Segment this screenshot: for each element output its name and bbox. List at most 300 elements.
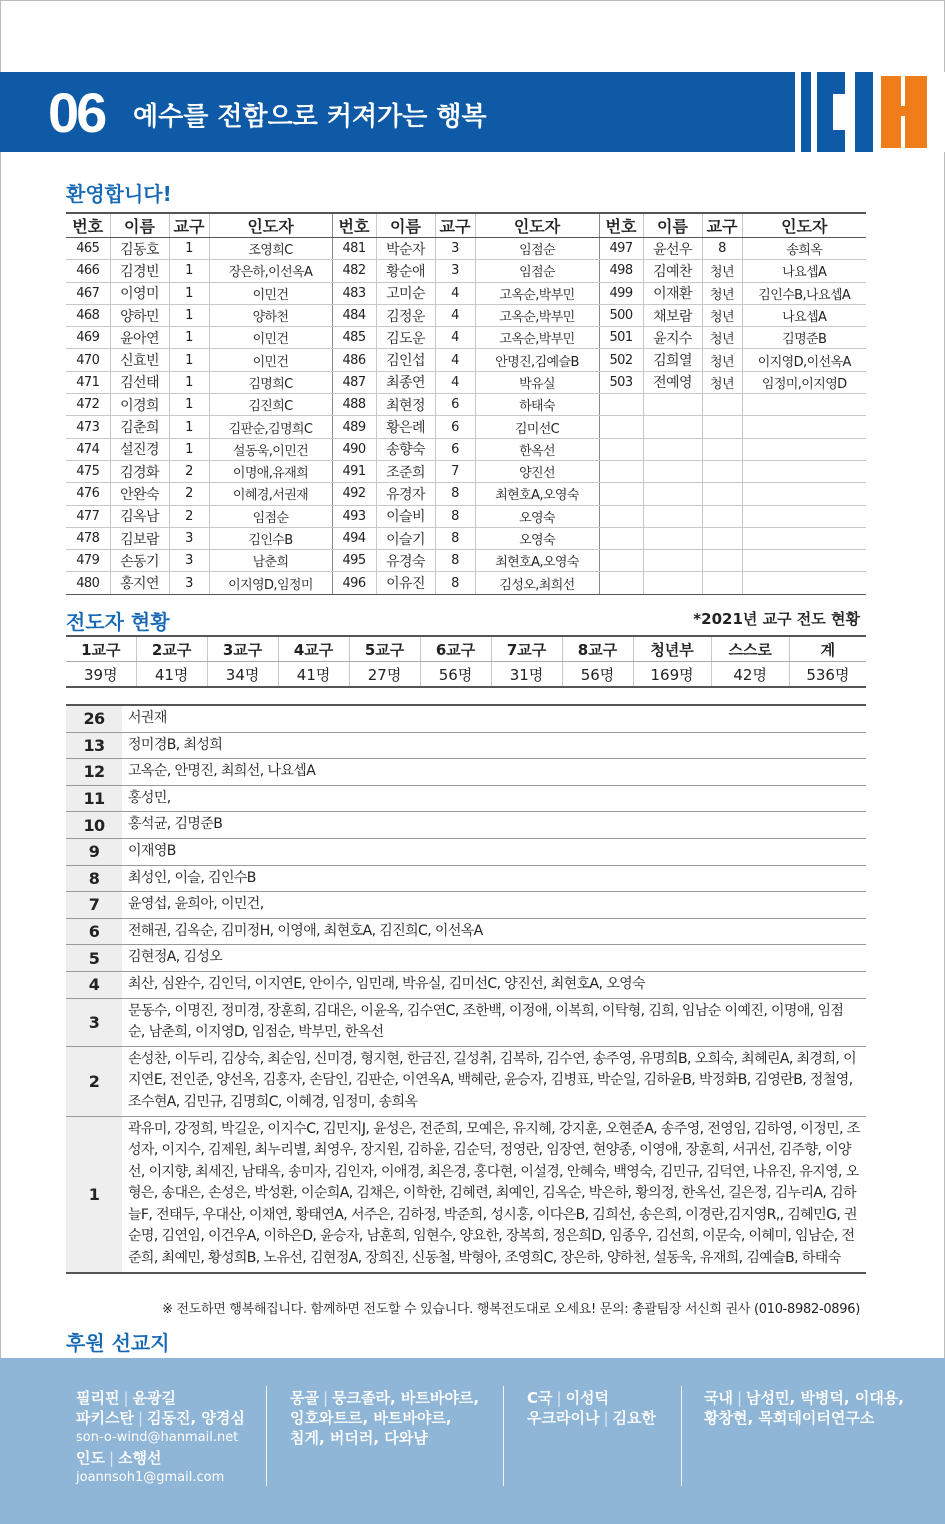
evangelism-count: 8 — [66, 865, 122, 892]
newcomer-name: 이재환 — [643, 282, 702, 304]
entry-number: 470 — [66, 349, 110, 371]
district-header: 청년부 — [633, 636, 711, 662]
column-header: 인도자 — [742, 213, 866, 238]
evangelist-names: 이재영B — [122, 838, 866, 865]
newcomer-name: 김옥남 — [110, 505, 169, 527]
table-row — [66, 438, 866, 460]
entry-number: 473 — [66, 416, 110, 438]
newcomer-name: 고미순 — [376, 282, 435, 304]
country-label: 우크라이나 — [527, 1409, 600, 1427]
newcomer-name: 김동호 — [110, 238, 169, 260]
newcomer-name: 김인섭 — [376, 349, 435, 371]
missionary-names: 침게, 버더러, 다와냠 — [290, 1429, 428, 1447]
evangelism-count: 1 — [66, 1116, 122, 1273]
column-header: 교구 — [702, 213, 742, 238]
table-row — [66, 945, 866, 972]
newcomer-name: 이슬기 — [376, 527, 435, 549]
district: 1 — [169, 282, 209, 304]
guide-names — [742, 460, 866, 482]
mission-column-2: 몽골 | 뭉크졸라, 바트바야르, 잉호와트르, 바트바야르, 침게, 버더러, 다와냠 — [290, 1389, 480, 1447]
column-header: 교구 — [435, 213, 475, 238]
newcomer-name: 김경화 — [110, 460, 169, 482]
district: 3 — [435, 238, 475, 260]
evangelism-count: 12 — [66, 759, 122, 786]
evangelist-names: 김현정A, 김성오 — [122, 945, 866, 972]
evangelist-names: 서권재 — [122, 705, 866, 732]
district: 1 — [169, 416, 209, 438]
district: 8 — [702, 238, 742, 260]
section-title: 예수를 전함으로 커져가는 행복 — [133, 102, 487, 132]
guide-names: 고옥순,박부민 — [475, 282, 599, 304]
missionary-names: 뭉크졸라, 바트바야르, — [332, 1389, 480, 1407]
newcomer-name: 송향숙 — [376, 438, 435, 460]
header-band — [0, 72, 945, 152]
district-count: 42명 — [711, 662, 789, 688]
evangelist-names: 최성인, 이슬, 김인수B — [122, 865, 866, 892]
section-number: 06 — [48, 81, 105, 144]
district-stats-table — [66, 635, 866, 688]
district — [702, 438, 742, 460]
entry-number: 477 — [66, 505, 110, 527]
district: 6 — [435, 394, 475, 416]
district: 4 — [435, 349, 475, 371]
table-row — [66, 732, 866, 759]
column-divider — [681, 1386, 682, 1486]
newcomer-name: 황은례 — [376, 416, 435, 438]
evangelism-count: 9 — [66, 838, 122, 865]
entry-number — [599, 572, 643, 594]
district-count: 41명 — [136, 662, 207, 688]
missionary-names: 김동진, 양경심 — [147, 1409, 245, 1427]
district: 8 — [435, 572, 475, 594]
mission-column-4: 국내 | 남성민, 박병덕, 이대용, 황창현, 목회데이터연구소 — [704, 1389, 904, 1427]
district-header: 8교구 — [562, 636, 633, 662]
table-row — [66, 971, 866, 998]
evangelist-ranking-table — [66, 704, 866, 1274]
entry-number: 474 — [66, 438, 110, 460]
newcomer-name: 김선태 — [110, 371, 169, 393]
district-count: 34명 — [207, 662, 278, 688]
district-header: 6교구 — [420, 636, 491, 662]
district: 1 — [169, 238, 209, 260]
guide-names: 김명희C — [209, 371, 332, 393]
missionary-names: 이성덕 — [565, 1389, 610, 1407]
column-header: 이름 — [643, 213, 702, 238]
district-header: 스스로 — [711, 636, 789, 662]
newcomer-name: 홍지연 — [110, 572, 169, 594]
district: 2 — [169, 460, 209, 482]
district: 3 — [169, 527, 209, 549]
entry-number — [599, 505, 643, 527]
newcomer-name: 안완숙 — [110, 483, 169, 505]
guide-names: 이민건 — [209, 282, 332, 304]
newcomer-name: 김희열 — [643, 349, 702, 371]
guide-names: 임점순 — [475, 260, 599, 282]
country-label: 국내 — [704, 1389, 733, 1407]
district-count: 27명 — [349, 662, 420, 688]
guide-names: 양진선 — [475, 460, 599, 482]
district: 1 — [169, 304, 209, 326]
district: 1 — [169, 327, 209, 349]
table-row — [66, 785, 866, 812]
table-row — [66, 260, 866, 282]
table-row — [66, 505, 866, 527]
newcomer-name: 김보람 — [110, 527, 169, 549]
guide-names: 김인수B,나요셉A — [742, 282, 866, 304]
entry-number: 485 — [332, 327, 376, 349]
entry-number: 484 — [332, 304, 376, 326]
evangelism-count: 26 — [66, 705, 122, 732]
district: 2 — [169, 483, 209, 505]
entry-number: 472 — [66, 394, 110, 416]
table-row — [66, 327, 866, 349]
district: 4 — [435, 282, 475, 304]
district — [702, 527, 742, 549]
newcomer-name — [643, 527, 702, 549]
guide-names: 최현호A,오영숙 — [475, 550, 599, 572]
table-row — [66, 527, 866, 549]
table-row — [66, 705, 866, 732]
guide-names: 설동욱,이민건 — [209, 438, 332, 460]
table-row — [66, 550, 866, 572]
district: 1 — [169, 349, 209, 371]
newcomer-name: 신효빈 — [110, 349, 169, 371]
district: 6 — [435, 438, 475, 460]
table-row — [66, 394, 866, 416]
mission-column-1: 필리핀 | 윤광길 파키스탄 | 김동진, 양경심 son-o-wind@hanmail.net 인도 | 소행선 joannsoh1@gmail.com — [76, 1388, 245, 1488]
entry-number: 493 — [332, 505, 376, 527]
evangelist-names: 홍성민, — [122, 785, 866, 812]
table-row — [66, 483, 866, 505]
guide-names: 이지영D,임정미 — [209, 572, 332, 594]
guide-names — [742, 438, 866, 460]
column-divider — [266, 1386, 267, 1486]
church-logo — [795, 72, 945, 152]
guide-names: 이민건 — [209, 327, 332, 349]
newcomer-name — [643, 394, 702, 416]
district: 8 — [435, 550, 475, 572]
guide-names: 안명진,김예슬B — [475, 349, 599, 371]
district: 청년 — [702, 371, 742, 393]
missionary-names: 황창현, 목회데이터연구소 — [704, 1409, 875, 1427]
newcomer-name: 최현정 — [376, 394, 435, 416]
newcomer-name: 최종연 — [376, 371, 435, 393]
evangelist-names: 고옥순, 안명진, 최희선, 나요셉A — [122, 759, 866, 786]
newcomer-name: 이슬비 — [376, 505, 435, 527]
guide-names: 장은하,이선옥A — [209, 260, 332, 282]
newcomer-name: 조준희 — [376, 460, 435, 482]
evangelist-names: 최산, 심완수, 김인덕, 이지연E, 안이수, 임민래, 박유실, 김미선C, 양진선, 최현호A, 오영숙 — [122, 971, 866, 998]
email-address: joannsoh1@gmail.com — [76, 1470, 225, 1485]
district — [702, 572, 742, 594]
column-header: 교구 — [169, 213, 209, 238]
newcomer-name: 전예영 — [643, 371, 702, 393]
evangelist-names: 정미경B, 최성희 — [122, 732, 866, 759]
table-row — [66, 416, 866, 438]
district — [702, 460, 742, 482]
district-count: 169명 — [633, 662, 711, 688]
entry-number — [599, 460, 643, 482]
district: 2 — [169, 505, 209, 527]
newcomer-name: 이유진 — [376, 572, 435, 594]
entry-number: 500 — [599, 304, 643, 326]
district — [702, 416, 742, 438]
entry-number: 468 — [66, 304, 110, 326]
guide-names: 이지영D,이선옥A — [742, 349, 866, 371]
evangelist-names: 문동수, 이명진, 정미경, 장훈희, 김대은, 이윤옥, 김수연C, 조한백, 이정애, 이복희, 이탁형, 김희, 임남순 이예진, 이명애, 임점순, 남춘희, 이지영D, 임점순, 박부민, 한옥선 — [122, 998, 866, 1046]
district: 청년 — [702, 282, 742, 304]
entry-number: 497 — [599, 238, 643, 260]
district: 1 — [169, 438, 209, 460]
entry-number: 488 — [332, 394, 376, 416]
newcomer-name: 설진경 — [110, 438, 169, 460]
newcomer-name — [643, 438, 702, 460]
column-header: 번호 — [332, 213, 376, 238]
evangelism-count: 6 — [66, 918, 122, 945]
missionary-names: 김요한 — [612, 1409, 656, 1427]
entry-number: 478 — [66, 527, 110, 549]
district-header: 2교구 — [136, 636, 207, 662]
column-header: 번호 — [66, 213, 110, 238]
column-divider — [503, 1386, 504, 1486]
district-count: 56명 — [420, 662, 491, 688]
column-header: 이름 — [110, 213, 169, 238]
guide-names: 김성오,최희선 — [475, 572, 599, 594]
district-count: 39명 — [66, 662, 136, 688]
entry-number: 499 — [599, 282, 643, 304]
district: 3 — [169, 550, 209, 572]
table-row — [66, 918, 866, 945]
guide-names — [742, 550, 866, 572]
newcomer-name — [643, 572, 702, 594]
entry-number: 494 — [332, 527, 376, 549]
newcomer-name: 김예찬 — [643, 260, 702, 282]
country-label: 필리핀 — [76, 1389, 120, 1407]
newcomer-name: 이경희 — [110, 394, 169, 416]
entry-number: 487 — [332, 371, 376, 393]
guide-names: 고옥순,박부민 — [475, 304, 599, 326]
entry-number: 498 — [599, 260, 643, 282]
table-row — [66, 812, 866, 839]
newcomer-name — [643, 550, 702, 572]
welcome-heading: 환영합니다! — [66, 182, 172, 206]
district: 4 — [435, 304, 475, 326]
table-row — [66, 838, 866, 865]
newcomer-name: 황순애 — [376, 260, 435, 282]
district — [702, 550, 742, 572]
evangelism-count: 2 — [66, 1046, 122, 1116]
evangelism-count: 4 — [66, 971, 122, 998]
entry-number: 502 — [599, 349, 643, 371]
district: 4 — [435, 371, 475, 393]
evangelist-names: 홍석균, 김명준B — [122, 812, 866, 839]
district-count: 41명 — [278, 662, 349, 688]
entry-number: 486 — [332, 349, 376, 371]
newcomer-name — [643, 460, 702, 482]
newcomer-name: 윤선우 — [643, 238, 702, 260]
guide-names — [742, 483, 866, 505]
country-label: 파키스탄 — [76, 1409, 134, 1427]
guide-names: 고옥순,박부민 — [475, 327, 599, 349]
district: 1 — [169, 394, 209, 416]
mission-column-3: C국 | 이성덕 우크라이나 | 김요한 — [527, 1389, 656, 1427]
stats-header-row — [66, 636, 866, 662]
guide-names: 이민건 — [209, 349, 332, 371]
guide-names — [742, 505, 866, 527]
district-header: 5교구 — [349, 636, 420, 662]
entry-number — [599, 394, 643, 416]
district-header: 7교구 — [491, 636, 562, 662]
district — [702, 394, 742, 416]
entry-number — [599, 483, 643, 505]
evangelist-names: 전해권, 김옥순, 김미정H, 이영애, 최현호A, 김진희C, 이선옥A — [122, 918, 866, 945]
guide-names: 김판순,김명희C — [209, 416, 332, 438]
entry-number: 466 — [66, 260, 110, 282]
entry-number: 501 — [599, 327, 643, 349]
country-label: C국 — [527, 1389, 553, 1407]
evangelist-names: 손성찬, 이두리, 김상숙, 최순임, 신미경, 형지현, 한금진, 길성취, 김복하, 김수연, 송주영, 유명희B, 오희숙, 최혜린A, 최경희, 이지연E, 전인준, 양선옥, 김홍자, 손담인, 김판순, 이연옥A, 백혜란, 윤승자, 김병표, 박순일, 김하윤B, 박정화B, 김영란B, 정철영, 조수현A, 김민규, 김명희C, 이혜경, 임정미, 송희옥 — [122, 1046, 866, 1116]
entry-number: 480 — [66, 572, 110, 594]
guide-names: 김진희C — [209, 394, 332, 416]
district: 청년 — [702, 349, 742, 371]
evangelist-names: 윤영섭, 윤희아, 이민건, — [122, 892, 866, 919]
entry-number: 495 — [332, 550, 376, 572]
newcomer-name: 유경숙 — [376, 550, 435, 572]
newcomer-name: 손동기 — [110, 550, 169, 572]
newcomer-name: 윤지수 — [643, 327, 702, 349]
table-row — [66, 865, 866, 892]
newcomer-name: 채보람 — [643, 304, 702, 326]
missionary-names: 소행선 — [118, 1449, 162, 1467]
contact-footnote: ※ 전도하면 행복해집니다. 함께하면 전도할 수 있습니다. 행복전도대로 오세요! 문의: 총괄팀장 서신희 권사 (010-8982-0896) — [162, 1302, 860, 1317]
column-header: 이름 — [376, 213, 435, 238]
guide-names — [742, 416, 866, 438]
guide-names: 남춘희 — [209, 550, 332, 572]
newcomer-name: 김경빈 — [110, 260, 169, 282]
district: 청년 — [702, 304, 742, 326]
evangelism-count: 13 — [66, 732, 122, 759]
district: 8 — [435, 505, 475, 527]
evangelists-heading: 전도자 현황 — [66, 610, 170, 634]
entry-number: 479 — [66, 550, 110, 572]
entry-number: 491 — [332, 460, 376, 482]
email-address: son-o-wind@hanmail.net — [76, 1430, 239, 1445]
district: 6 — [435, 416, 475, 438]
entry-number: 483 — [332, 282, 376, 304]
district: 청년 — [702, 327, 742, 349]
stats-note: *2021년 교구 전도 현황 — [693, 610, 860, 628]
missionary-names: 잉호와트르, 바트바야르, — [290, 1409, 452, 1427]
guide-names: 나요셉A — [742, 260, 866, 282]
district — [702, 505, 742, 527]
table-row — [66, 759, 866, 786]
evangelism-count: 11 — [66, 785, 122, 812]
district-header: 1교구 — [66, 636, 136, 662]
district: 3 — [169, 572, 209, 594]
district: 청년 — [702, 260, 742, 282]
entry-number: 465 — [66, 238, 110, 260]
guide-names: 임정미,이지영D — [742, 371, 866, 393]
table-row — [66, 460, 866, 482]
entry-number: 481 — [332, 238, 376, 260]
entry-number: 503 — [599, 371, 643, 393]
evangelist-names: 곽유미, 강정희, 박길운, 이지수C, 김민지J, 윤성은, 전준희, 모예은, 유지혜, 강지훈, 오현준A, 송주영, 전영임, 김하영, 이정민, 조성자, 이지수, 김제원, 최누리별, 최영우, 장지원, 김하윤, 김순덕, 정영란, 임장연, 현양종, 이영애, 장훈희, 서귀선, 김주향, 이양선, 이지향, 최세진, 남태옥, 송미자, 김인자, 이애경, 최은경, 홍다현, 이설경, 안혜숙, 백영숙, 김민규, 김덕연, 나유진, 유지영, 오형은, 송대은, 손성은, 박성환, 이순희A, 김채은, 이학한, 김혜련, 최예인, 김옥순, 박은하, 황의정, 한옥선, 길은정, 김누리A, 김하늘F, 전태두, 우대산, 이채연, 황태연A, 서주은, 김하정, 박준희, 성시홍, 이다은B, 김희선, 송은희, 이경란,김지영R,, 김혜민G, 권순명, 김연임, 이건우A, 이하은D, 윤승자, 남훈희, 임현수, 양요한, 장복희, 정은희D, 임종우, 김선희, 이문숙, 이혜미, 임남순, 전준희, 최예민, 황성희B, 노유선, 김현정A, 장희진, 신동철, 박형아, 조영희C, 장은하, 양하천, 설동욱, 유재희, 김예슬B, 하태숙 — [122, 1116, 866, 1273]
guide-names: 김명준B — [742, 327, 866, 349]
evangelism-count: 3 — [66, 998, 122, 1046]
column-header: 인도자 — [475, 213, 599, 238]
missionaries-heading: 후원 선교지 — [66, 1331, 170, 1355]
entry-number: 471 — [66, 371, 110, 393]
guide-names — [742, 572, 866, 594]
district-count: 56명 — [562, 662, 633, 688]
guide-names: 김인수B — [209, 527, 332, 549]
guide-names: 박유실 — [475, 371, 599, 393]
newcomer-name: 이영미 — [110, 282, 169, 304]
district: 4 — [435, 327, 475, 349]
evangelism-count: 10 — [66, 812, 122, 839]
newcomer-name: 김정운 — [376, 304, 435, 326]
district-header: 3교구 — [207, 636, 278, 662]
table-row — [66, 282, 866, 304]
welcome-table — [66, 212, 866, 595]
guide-names: 송희옥 — [742, 238, 866, 260]
entry-number — [599, 527, 643, 549]
entry-number: 489 — [332, 416, 376, 438]
table-row — [66, 892, 866, 919]
entry-number: 469 — [66, 327, 110, 349]
guide-names: 임점순 — [209, 505, 332, 527]
district: 1 — [169, 260, 209, 282]
district: 8 — [435, 483, 475, 505]
evangelism-count: 7 — [66, 892, 122, 919]
guide-names: 양하천 — [209, 304, 332, 326]
district-count: 536명 — [789, 662, 866, 688]
table-row — [66, 1116, 866, 1273]
guide-names: 하태숙 — [475, 394, 599, 416]
guide-names: 이혜경,서권재 — [209, 483, 332, 505]
missionary-names: 남성민, 박병덕, 이대용, — [746, 1389, 904, 1407]
newcomer-name — [643, 416, 702, 438]
guide-names — [742, 527, 866, 549]
guide-names: 오영숙 — [475, 527, 599, 549]
entry-number — [599, 438, 643, 460]
missionary-names: 윤광길 — [132, 1389, 177, 1407]
newcomer-name: 김도운 — [376, 327, 435, 349]
entry-number: 476 — [66, 483, 110, 505]
guide-names: 나요셉A — [742, 304, 866, 326]
newcomer-name: 김춘희 — [110, 416, 169, 438]
newcomer-name — [643, 505, 702, 527]
guide-names: 임점순 — [475, 238, 599, 260]
district — [702, 483, 742, 505]
table-row — [66, 572, 866, 594]
table-row — [66, 349, 866, 371]
guide-names: 오영숙 — [475, 505, 599, 527]
district: 8 — [435, 527, 475, 549]
missionaries-panel — [0, 1358, 945, 1524]
table-row — [66, 998, 866, 1046]
table-row — [66, 1046, 866, 1116]
entry-number: 496 — [332, 572, 376, 594]
guide-names: 김미선C — [475, 416, 599, 438]
district: 1 — [169, 371, 209, 393]
logo-mark-icon — [795, 72, 945, 152]
table-row — [66, 238, 866, 260]
entry-number: 467 — [66, 282, 110, 304]
newcomer-name: 박순자 — [376, 238, 435, 260]
guide-names: 최현호A,오영숙 — [475, 483, 599, 505]
evangelism-count: 5 — [66, 945, 122, 972]
